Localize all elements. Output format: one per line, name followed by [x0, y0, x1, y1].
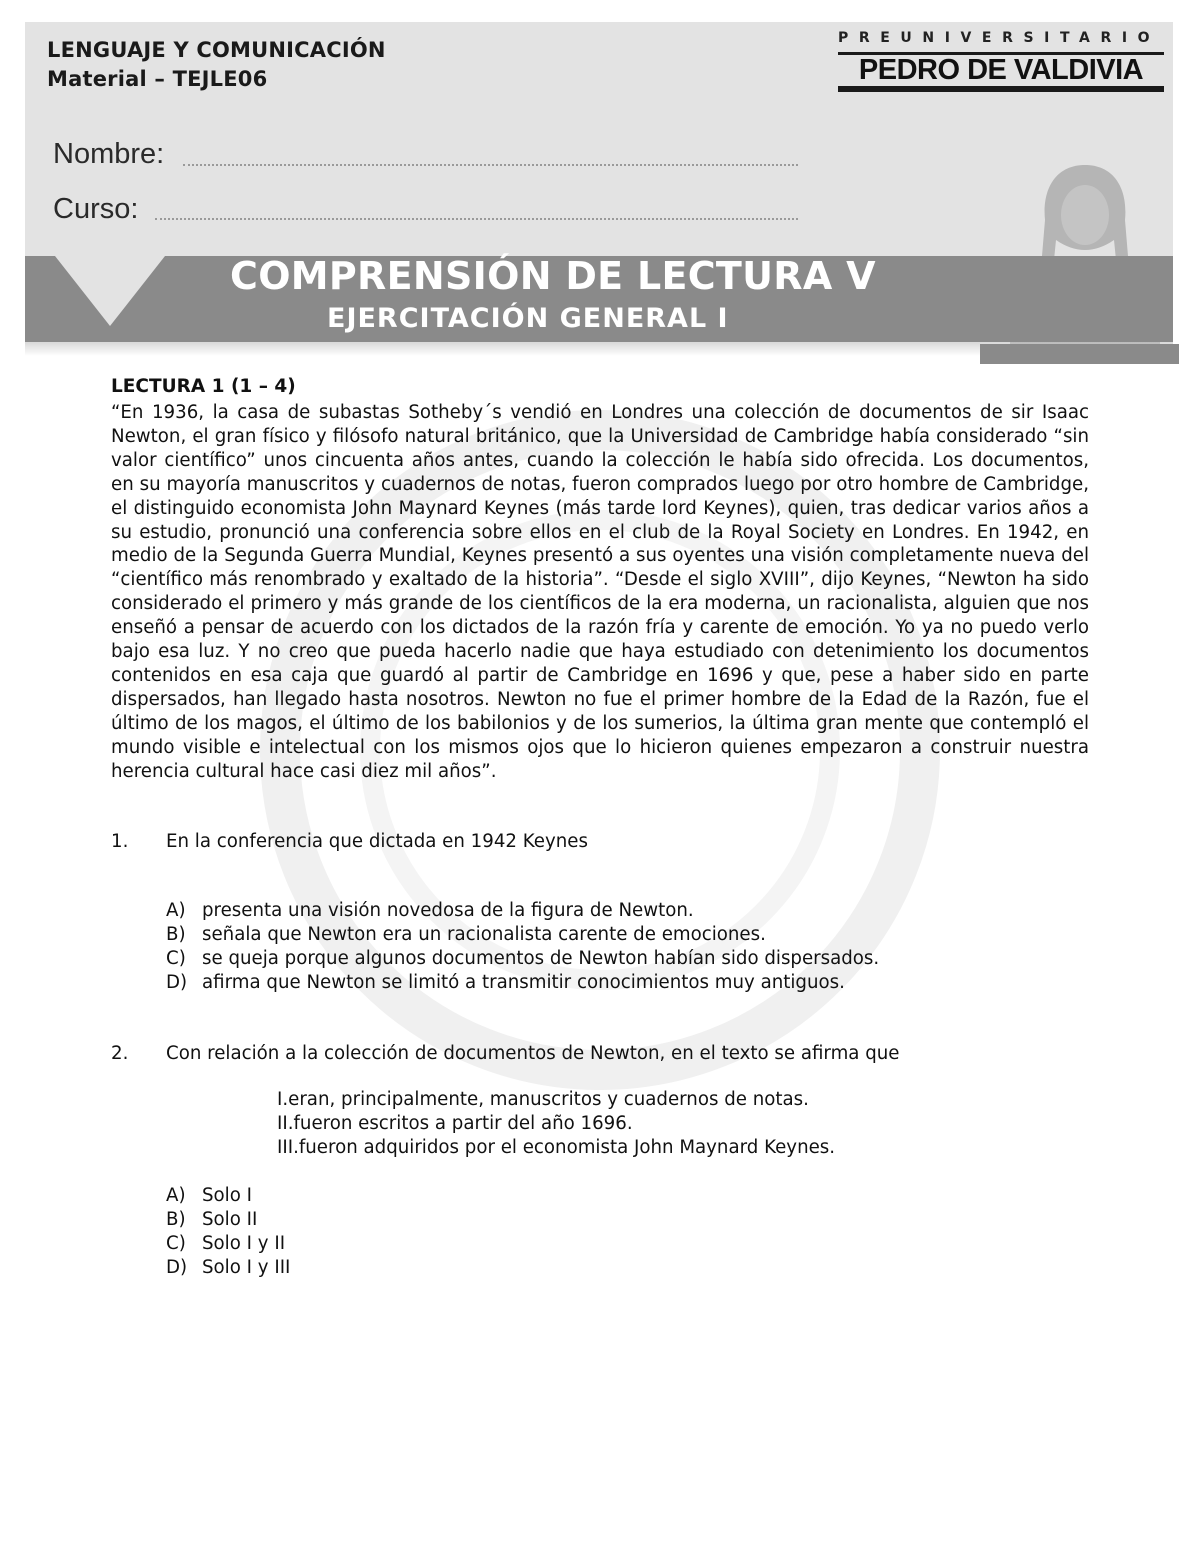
option-a[interactable] [166, 1184, 1089, 1208]
option-letter: C) [166, 1232, 186, 1254]
name-field-line[interactable] [183, 164, 798, 166]
option-text: Solo I [202, 1184, 252, 1206]
option-text: Solo I y III [202, 1256, 291, 1278]
option-d[interactable] [166, 1256, 1089, 1280]
subject-heading [47, 36, 386, 94]
material-code: Material – TEJLE06 [47, 67, 268, 91]
page-title: COMPRENSIÓN DE LECTURA V [230, 254, 876, 298]
option-text: Solo I y II [202, 1232, 286, 1254]
option-c[interactable] [166, 1232, 1089, 1256]
option-text: señala que Newton era un racionalista carente de emociones. [202, 923, 766, 945]
question-2-statements [277, 1088, 1089, 1160]
option-text: se queja porque algunos documentos de Newton habían sido dispersados. [202, 947, 880, 969]
question-number: 1. [111, 830, 129, 852]
question-2-options [166, 1184, 1089, 1280]
question-2 [111, 1042, 1089, 1066]
option-d[interactable] [166, 971, 1089, 995]
brand-tagline: PREUNIVERSITARIO [838, 30, 1161, 46]
option-letter: B) [166, 1208, 186, 1230]
page-subtitle: EJERCITACIÓN GENERAL I [327, 303, 729, 334]
brand-name: PEDRO DE VALDIVIA [858, 54, 1144, 86]
brand-logo [838, 52, 1164, 92]
option-text: Solo II [202, 1208, 258, 1230]
pointer-triangle-icon [55, 256, 165, 328]
option-letter: A) [166, 1184, 186, 1206]
document-body [111, 370, 1089, 1280]
option-letter: B) [166, 923, 186, 945]
option-text: afirma que Newton se limitó a transmitir conocimientos muy antiguos. [202, 971, 845, 993]
subject-title: LENGUAJE Y COMUNICACIÓN [47, 38, 386, 62]
statement-iii: III.fueron adquiridos por el economista John Maynard Keynes. [277, 1136, 836, 1158]
option-letter: D) [166, 971, 188, 993]
question-text: En la conferencia que dictada en 1942 Keynes [166, 830, 588, 852]
question-text: Con relación a la colección de documentos de Newton, en el texto se afirma que [166, 1042, 900, 1064]
lectura-passage: “En 1936, la casa de subastas Sotheby´s vendió en Londres una colección de documentos de sir Isaac Newton, el gran físico y filósofo natural británico, que la Universidad de Cambridge había considerado “sin valor científico” unos cincuenta años antes, cuando la colección le había sido ofrecida. Los documentos, en su mayoría manuscritos y cuadernos de notas, fueron comprados luego por otro hombre de Cambridge, el distinguido economista John Maynard Keynes (más tarde lord Keynes), quien, tras dedicar varios años a su estudio, pronunció una conferencia sobre ellos en el club de la Royal Society en Londres. En 1942, en medio de la Segunda Guerra Mundial, Keynes presentó a sus oyentes una visión completamente nueva del “científico más renombrado y exaltado de la historia”. “Desde el siglo XVIII”, dijo Keynes, “Newton ha sido considerado el primero y más grande de los científicos de la era moderna, un racionalista, alguien que nos enseñó a pensar de acuerdo con los dictados de la razón fría y carente de emoción. Yo ya no puedo verlo bajo esa luz. Y no creo que pueda hacerlo nadie que haya estudiado con detenimiento los documentos contenidos en esa caja que guardó al partir de Cambridge en 1696 y que, pese a haber sido en parte dispersados, han llegado hasta nosotros. Newton no fue el primer hombre de la Edad de la Razón, fue el último de los magos, el último de los babilonios y de los sumerios, la última gran mente que contempló el mundo visible e intelectual con los mismos ojos que lo hicieron quienes empezaron a construir nuestra herencia cultural hace casi diez mil años”. [111, 402, 1089, 782]
course-field-line[interactable] [155, 218, 798, 220]
option-letter: D) [166, 1256, 188, 1278]
statement-ii: II.fueron escritos a partir del año 1696. [277, 1112, 633, 1134]
option-letter: C) [166, 947, 186, 969]
lectura-title: LECTURA 1 (1 – 4) [111, 376, 296, 397]
option-text: presenta una visión novedosa de la figura de Newton. [202, 899, 694, 921]
question-1-options [166, 899, 1089, 995]
option-c[interactable] [166, 947, 1089, 971]
option-letter: A) [166, 899, 186, 921]
question-number: 2. [111, 1042, 129, 1064]
podium-base [980, 344, 1179, 364]
option-b[interactable] [166, 923, 1089, 947]
name-label: Nombre: [53, 138, 165, 170]
question-1 [111, 830, 1089, 854]
option-a[interactable] [166, 899, 1089, 923]
course-label: Curso: [53, 193, 139, 225]
option-b[interactable] [166, 1208, 1089, 1232]
statement-i: I.eran, principalmente, manuscritos y cuadernos de notas. [277, 1088, 809, 1110]
